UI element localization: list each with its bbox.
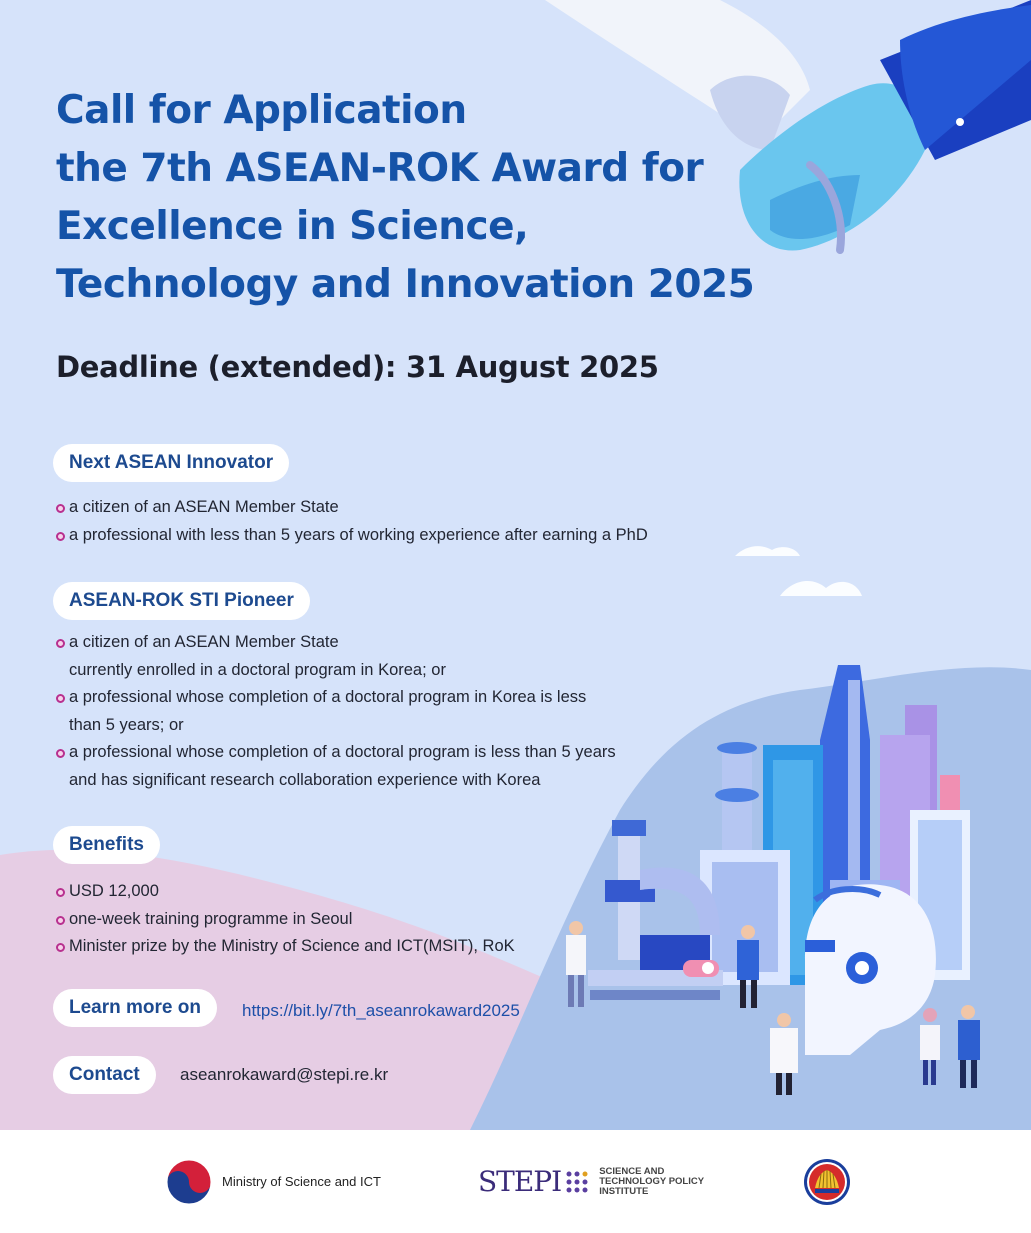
stepi-wordmark: STEPI — [478, 1165, 562, 1198]
msit-logo — [166, 1130, 381, 1233]
title-line: the 7th ASEAN-ROK Award for — [56, 146, 704, 191]
section-label-innovator: Next ASEAN Innovator — [53, 444, 289, 482]
title-line: Excellence in Science, — [56, 204, 529, 249]
bullet-icon — [56, 943, 65, 952]
msit-taegeuk-icon — [166, 1159, 212, 1205]
pioneer-list — [56, 629, 616, 794]
bullet-icon — [56, 694, 65, 703]
msit-name: Ministry of Science and ICT — [222, 1174, 381, 1189]
list-item: one-week training programme in Seoul — [56, 906, 515, 934]
page-title — [56, 82, 754, 314]
bullet-icon — [56, 639, 65, 648]
section-label-pioneer: ASEAN-ROK STI Pioneer — [53, 582, 310, 620]
stepi-name: SCIENCE AND TECHNOLOGY POLICY INSTITUTE — [599, 1165, 705, 1197]
footer-logos — [0, 1130, 1031, 1233]
deadline: Deadline (extended): 31 August 2025 — [56, 350, 659, 384]
title-line: Technology and Innovation 2025 — [56, 262, 755, 307]
list-item: Minister prize by the Ministry of Science and ICT(MSIT), RoK — [56, 933, 515, 961]
stepi-dots-icon — [565, 1170, 589, 1194]
list-item: a professional whose completion of a doctoral program is less than 5 years and has significant research collaboration experience with Korea — [56, 739, 616, 794]
bullet-icon — [56, 504, 65, 513]
section-label-benefits: Benefits — [53, 826, 160, 864]
innovator-list — [56, 494, 648, 549]
learn-more-link[interactable]: https://bit.ly/7th_aseanrokaward2025 — [242, 1001, 520, 1020]
list-item: a professional with less than 5 years of working experience after earning a PhD — [56, 522, 648, 550]
bullet-icon — [56, 916, 65, 925]
list-item: a citizen of an ASEAN Member State — [56, 494, 648, 522]
bullet-icon — [56, 532, 65, 541]
contact-label: Contact — [53, 1056, 156, 1094]
bullet-icon — [56, 749, 65, 758]
learn-more-label: Learn more on — [53, 989, 217, 1027]
list-item: a professional whose completion of a doctoral program in Korea is less than 5 years; or — [56, 684, 616, 739]
asean-emblem-icon — [803, 1158, 851, 1206]
list-item: USD 12,000 — [56, 878, 515, 906]
bullet-icon — [56, 888, 65, 897]
asean-logo — [803, 1130, 851, 1233]
benefits-list — [56, 878, 515, 961]
title-line: Call for Application — [56, 88, 467, 133]
contact-email[interactable]: aseanrokaward@stepi.re.kr — [180, 1065, 389, 1084]
stepi-logo — [478, 1130, 704, 1233]
list-item: a citizen of an ASEAN Member State currently enrolled in a doctoral program in Korea; or — [56, 629, 616, 684]
